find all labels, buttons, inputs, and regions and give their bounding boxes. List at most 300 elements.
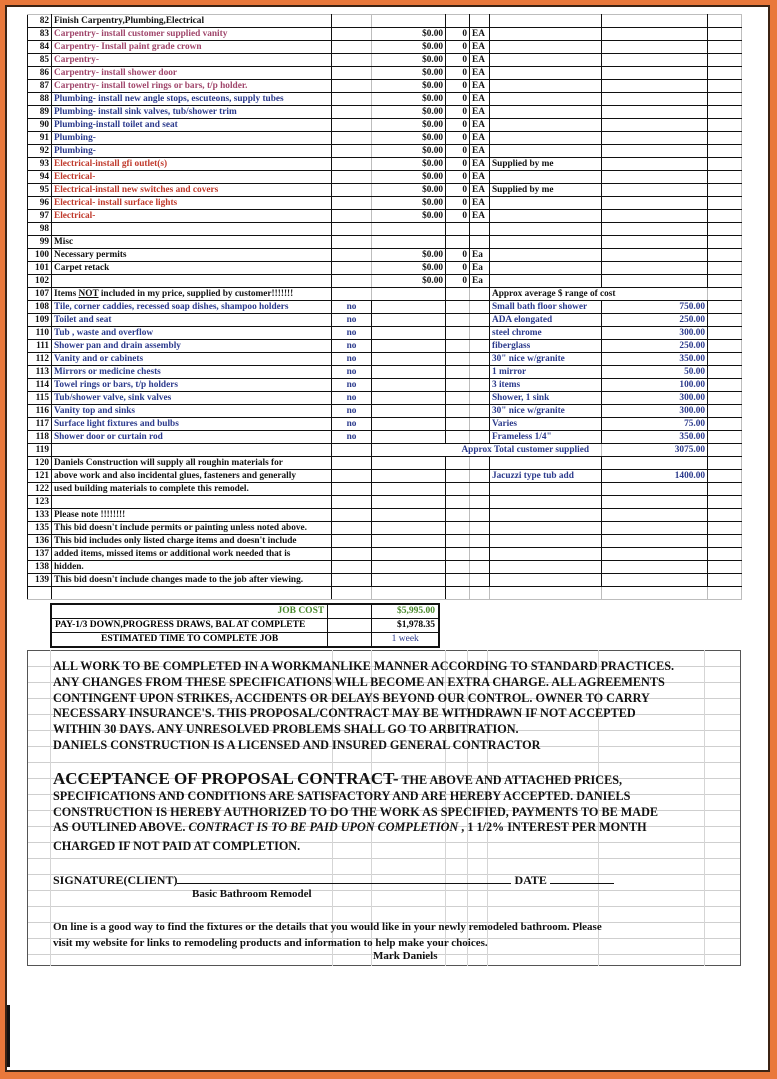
line-item-row	[28, 145, 742, 158]
not-included-row	[28, 353, 742, 366]
blank-cell	[332, 158, 372, 171]
blank-cell	[332, 28, 372, 41]
item-spec: Small bath floor shower	[490, 301, 602, 314]
note-text: This bid doesn't include permits or painting unless noted above.	[52, 522, 332, 535]
line-description: Necessary permits	[52, 249, 332, 262]
blank-cell	[602, 54, 708, 67]
item-cost: 100.00	[602, 379, 708, 392]
line-note	[490, 54, 602, 67]
signature-label: SIGNATURE(CLIENT)	[53, 873, 178, 887]
line-price: $0.00	[372, 249, 446, 262]
line-description	[52, 223, 332, 236]
note-row	[28, 561, 742, 574]
line-note	[490, 197, 602, 210]
line-number: 118	[28, 431, 52, 444]
line-item-row	[28, 67, 742, 80]
line-item-row	[28, 249, 742, 262]
line-qty: 0	[446, 197, 470, 210]
terms-line: NECESSARY INSURANCE'S. THIS PROPOSAL/CONTRACT MAY BE WITHDRAWN IF NOT ACCEPTED	[53, 706, 636, 721]
customer-item: Surface light fixtures and bulbs	[52, 418, 332, 431]
line-price: $0.00	[372, 67, 446, 80]
blank-cell	[602, 236, 708, 249]
not-included-row	[28, 340, 742, 353]
line-item-row	[28, 106, 742, 119]
not-included-row	[28, 301, 742, 314]
extra-option-label	[490, 561, 602, 574]
blank-cell	[708, 210, 742, 223]
included-flag: no	[332, 431, 372, 444]
line-qty: 0	[446, 93, 470, 106]
line-unit: EA	[470, 93, 490, 106]
line-qty: 0	[446, 145, 470, 158]
payment-label: PAY-1/3 DOWN,PROGRESS DRAWS, BAL AT COMPLETE	[51, 619, 328, 633]
line-unit: Ea	[470, 262, 490, 275]
line-number: 119	[28, 444, 52, 457]
blank-cell	[708, 119, 742, 132]
line-number: 136	[28, 535, 52, 548]
blank-cell	[332, 80, 372, 93]
blank-cell	[708, 132, 742, 145]
item-spec: fiberglass	[490, 340, 602, 353]
blank-cell	[602, 106, 708, 119]
not-included-row	[28, 366, 742, 379]
blank-cell	[602, 184, 708, 197]
line-qty: 0	[446, 249, 470, 262]
line-description: Plumbing- install new angle stops, escuteons, supply tubes	[52, 93, 332, 106]
included-flag: no	[332, 418, 372, 431]
blank-cell	[602, 249, 708, 262]
item-cost: 350.00	[602, 353, 708, 366]
signature-line[interactable]	[177, 873, 511, 884]
line-number: 99	[28, 236, 52, 249]
note-row	[28, 535, 742, 548]
line-unit: EA	[470, 171, 490, 184]
blank-cell	[708, 262, 742, 275]
item-spec: Varies	[490, 418, 602, 431]
line-number: 88	[28, 93, 52, 106]
line-price: $0.00	[372, 262, 446, 275]
blank-cell	[602, 223, 708, 236]
not-included-row	[28, 379, 742, 392]
line-price	[372, 236, 446, 249]
blank-cell	[332, 249, 372, 262]
line-description: Electrical-install new switches and covers	[52, 184, 332, 197]
line-number: 102	[28, 275, 52, 288]
blank-cell	[602, 158, 708, 171]
item-spec: 30" nice w/granite	[490, 405, 602, 418]
blank-cell	[708, 67, 742, 80]
item-cost: 250.00	[602, 340, 708, 353]
line-price: $0.00	[372, 119, 446, 132]
line-number: 94	[28, 171, 52, 184]
blank-cell	[708, 223, 742, 236]
line-price: $0.00	[372, 210, 446, 223]
extra-option-value	[602, 457, 708, 470]
line-number: 91	[28, 132, 52, 145]
line-description: Carpentry- install towel rings or bars, t/p holder.	[52, 80, 332, 93]
line-price: $0.00	[372, 93, 446, 106]
blank-cell	[708, 106, 742, 119]
extra-option-label	[490, 496, 602, 509]
customer-item: Shower door or curtain rod	[52, 431, 332, 444]
line-item-row	[28, 80, 742, 93]
payment-terms-italic: CONTRACT IS TO BE PAID UPON COMPLETION	[188, 820, 459, 835]
line-description: Plumbing-	[52, 132, 332, 145]
item-cost: 750.00	[602, 301, 708, 314]
line-qty: 0	[446, 132, 470, 145]
date-line[interactable]	[550, 873, 614, 884]
extra-option-label	[490, 535, 602, 548]
line-unit: EA	[470, 41, 490, 54]
extra-option-label	[490, 509, 602, 522]
included-flag: no	[332, 353, 372, 366]
line-number: 107	[28, 288, 52, 301]
grid-line	[28, 858, 740, 859]
included-flag: no	[332, 392, 372, 405]
line-price	[372, 223, 446, 236]
line-unit: EA	[470, 210, 490, 223]
blank-cell	[602, 171, 708, 184]
note-text: Please note !!!!!!!!	[52, 509, 332, 522]
not-included-row	[28, 392, 742, 405]
blank-cell	[332, 106, 372, 119]
included-flag: no	[332, 314, 372, 327]
blank-cell	[332, 132, 372, 145]
line-price: $0.00	[372, 41, 446, 54]
line-item-row	[28, 132, 742, 145]
not-included-row	[28, 418, 742, 431]
grid-line	[50, 650, 51, 966]
terms-line: DANIELS CONSTRUCTION IS A LICENSED AND INSURED GENERAL CONTRACTOR	[53, 737, 541, 752]
line-item-row	[28, 119, 742, 132]
acceptance-title: ACCEPTANCE OF PROPOSAL CONTRACT-	[53, 769, 399, 788]
line-number: 96	[28, 197, 52, 210]
blank-cell	[602, 119, 708, 132]
blank-cell	[332, 223, 372, 236]
line-description: Misc	[52, 236, 332, 249]
blank-cell	[602, 41, 708, 54]
included-flag: no	[332, 366, 372, 379]
line-qty	[446, 236, 470, 249]
estimate-table	[27, 14, 742, 600]
line-price: $0.00	[372, 184, 446, 197]
blank-cell	[332, 54, 372, 67]
line-number: 95	[28, 184, 52, 197]
line-number: 113	[28, 366, 52, 379]
terms-text	[53, 659, 674, 754]
line-item-row	[28, 15, 742, 28]
line-number: 123	[28, 496, 52, 509]
extra-option-label: Jacuzzi type tub add	[490, 470, 602, 483]
job-cost-value: $5,995.00	[372, 604, 439, 619]
line-unit: EA	[470, 67, 490, 80]
line-note	[490, 41, 602, 54]
blank-cell	[708, 54, 742, 67]
extra-option-label	[490, 522, 602, 535]
item-cost: 300.00	[602, 392, 708, 405]
customer-item: Vanity top and sinks	[52, 405, 332, 418]
item-cost: 300.00	[602, 327, 708, 340]
blank-cell	[332, 93, 372, 106]
extra-option-label	[490, 574, 602, 587]
line-description: Electrical-	[52, 171, 332, 184]
line-description: Finish Carpentry,Plumbing,Electrical	[52, 15, 332, 28]
item-cost: 300.00	[602, 405, 708, 418]
blank-cell	[332, 41, 372, 54]
line-price: $0.00	[372, 106, 446, 119]
line-number: 112	[28, 353, 52, 366]
line-price: $0.00	[372, 132, 446, 145]
note-row	[28, 496, 742, 509]
line-qty: 0	[446, 119, 470, 132]
blank-cell	[602, 80, 708, 93]
line-number: 87	[28, 80, 52, 93]
line-unit: EA	[470, 28, 490, 41]
line-number: 98	[28, 223, 52, 236]
line-number: 110	[28, 327, 52, 340]
line-price: $0.00	[372, 80, 446, 93]
extra-option-value	[602, 574, 708, 587]
line-description: Carpentry- install shower door	[52, 67, 332, 80]
extra-option-value	[602, 483, 708, 496]
acceptance-text: ACCEPTANCE OF PROPOSAL CONTRACT- THE ABOVE AND ATTACHED PRICES, SPECIFICATIONS AND CONDITIONS ARE SATISFACTORY AND ARE HEREBY ACCEPTED. DANIELS CONSTRUCTION IS HEREBY AUTHORIZED TO DO THE WORK AS SPECIFIED, PAYMENTS TO BE MADE AS OUTLINED ABOVE. CONTRACT IS TO BE PAID UPON COMPLETION , 1 1/2% INTEREST PER MONTH CHARGED IF NOT PAID AT COMPLETION.	[53, 769, 659, 854]
blank-cell	[602, 93, 708, 106]
line-number: 83	[28, 28, 52, 41]
line-description: Electrical-install gfi outlet(s)	[52, 158, 332, 171]
extra-option-label	[490, 548, 602, 561]
line-description	[52, 275, 332, 288]
line-number: 109	[28, 314, 52, 327]
line-unit: EA	[470, 132, 490, 145]
line-item-row	[28, 197, 742, 210]
line-qty: 0	[446, 67, 470, 80]
customer-total-row	[28, 444, 742, 457]
terms-line: ANY CHANGES FROM THESE SPECIFICATIONS WILL BECOME AN EXTRA CHARGE. ALL AGREEMENTS	[53, 674, 665, 689]
line-unit: Ea	[470, 249, 490, 262]
extra-option-label	[490, 457, 602, 470]
cost-range-heading: Approx average $ range of cost	[490, 288, 708, 301]
line-number: 138	[28, 561, 52, 574]
note-row	[28, 470, 742, 483]
line-unit: EA	[470, 106, 490, 119]
note-row	[28, 574, 742, 587]
line-qty: 0	[446, 28, 470, 41]
extra-option-value	[602, 522, 708, 535]
line-note	[490, 28, 602, 41]
included-flag: no	[332, 340, 372, 353]
extra-option-value: 1400.00	[602, 470, 708, 483]
line-item-row	[28, 275, 742, 288]
customer-item: Towel rings or bars, t/p holders	[52, 379, 332, 392]
line-note	[490, 106, 602, 119]
line-note	[490, 15, 602, 28]
line-description: Carpentry-	[52, 54, 332, 67]
line-description: Plumbing-	[52, 145, 332, 158]
blank-cell	[332, 197, 372, 210]
project-name: Basic Bathroom Remodel	[192, 888, 312, 900]
blank-cell	[602, 262, 708, 275]
blank-cell	[602, 145, 708, 158]
line-number: 117	[28, 418, 52, 431]
customer-item: Vanity and or cabinets	[52, 353, 332, 366]
line-item-row	[28, 236, 742, 249]
item-cost: 250.00	[602, 314, 708, 327]
customer-item: Shower pan and drain assembly	[52, 340, 332, 353]
time-value: 1 week	[372, 633, 439, 648]
note-text: added items, missed items or additional work needed that is	[52, 548, 332, 561]
note-row	[28, 457, 742, 470]
blank-cell	[332, 275, 372, 288]
grid-line	[28, 762, 740, 763]
line-qty: 0	[446, 262, 470, 275]
line-qty: 0	[446, 80, 470, 93]
terms-line: WITHIN 30 DAYS. ANY UNRESOLVED PROBLEMS SHALL GO TO ARBITRATION.	[53, 722, 519, 737]
line-item-row	[28, 184, 742, 197]
item-spec: Shower, 1 sink	[490, 392, 602, 405]
note-row	[28, 509, 742, 522]
blank-cell	[708, 197, 742, 210]
extra-option-label	[490, 483, 602, 496]
note-text: Daniels Construction will supply all roughin materials for	[52, 457, 332, 470]
line-qty: 0	[446, 158, 470, 171]
date-label: DATE	[514, 873, 547, 887]
line-note	[490, 80, 602, 93]
line-description: Plumbing- install sink valves, tub/shower trim	[52, 106, 332, 119]
item-cost: 50.00	[602, 366, 708, 379]
line-note	[490, 262, 602, 275]
item-cost: 75.00	[602, 418, 708, 431]
line-qty: 0	[446, 41, 470, 54]
note-text: above work and also incidental glues, fasteners and generally	[52, 470, 332, 483]
blank-cell	[332, 236, 372, 249]
grid-line	[28, 890, 740, 891]
note-row	[28, 483, 742, 496]
line-note	[490, 67, 602, 80]
line-number: 135	[28, 522, 52, 535]
line-price: $0.00	[372, 54, 446, 67]
line-number: 84	[28, 41, 52, 54]
not-included-row	[28, 431, 742, 444]
line-qty: 0	[446, 171, 470, 184]
grid-line	[704, 650, 705, 966]
extra-option-value	[602, 535, 708, 548]
line-unit: EA	[470, 145, 490, 158]
line-note	[490, 210, 602, 223]
note-text: This bid doesn't include changes made to the job after viewing.	[52, 574, 332, 587]
line-note: Supplied by me	[490, 158, 602, 171]
line-number: 111	[28, 340, 52, 353]
line-number: 97	[28, 210, 52, 223]
line-number: 108	[28, 301, 52, 314]
line-item-row	[28, 210, 742, 223]
summary-table	[50, 603, 440, 648]
line-note	[490, 223, 602, 236]
customer-item: Tile, corner caddies, recessed soap dishes, shampoo holders	[52, 301, 332, 314]
included-flag: no	[332, 405, 372, 418]
job-cost-label: JOB COST	[51, 604, 328, 619]
blank-row	[28, 587, 742, 600]
blank-cell	[332, 15, 372, 28]
line-unit: EA	[470, 184, 490, 197]
job-cost-row	[51, 604, 439, 619]
payment-value: $1,978.35	[372, 619, 439, 633]
line-price: $0.00	[372, 275, 446, 288]
line-description: Electrical-	[52, 210, 332, 223]
note-text: hidden.	[52, 561, 332, 574]
line-qty: 0	[446, 54, 470, 67]
blank-cell	[708, 236, 742, 249]
line-item-row	[28, 171, 742, 184]
blank-cell	[602, 132, 708, 145]
customer-total-value: 3075.00	[602, 444, 708, 457]
blank-cell	[708, 158, 742, 171]
blank-cell	[708, 80, 742, 93]
line-number: 100	[28, 249, 52, 262]
included-flag: no	[332, 327, 372, 340]
line-price: $0.00	[372, 145, 446, 158]
line-unit	[470, 236, 490, 249]
not-included-row	[28, 327, 742, 340]
item-spec: Frameless 1/4"	[490, 431, 602, 444]
line-number: 89	[28, 106, 52, 119]
author-name: Mark Daniels	[373, 950, 438, 962]
line-number: 120	[28, 457, 52, 470]
line-note	[490, 132, 602, 145]
not-included-header-row	[28, 288, 742, 301]
extra-option-value	[602, 509, 708, 522]
line-description: Carpentry- Install paint grade crown	[52, 41, 332, 54]
blank-cell	[708, 171, 742, 184]
blank-cell	[332, 171, 372, 184]
line-description: Carpentry- install customer supplied vanity	[52, 28, 332, 41]
line-item-row	[28, 93, 742, 106]
line-item-row	[28, 54, 742, 67]
line-number: 114	[28, 379, 52, 392]
included-flag: no	[332, 379, 372, 392]
customer-item: Tub/shower valve, sink valves	[52, 392, 332, 405]
line-unit: EA	[470, 119, 490, 132]
item-spec: 30" nice w/granite	[490, 353, 602, 366]
blank-cell	[332, 262, 372, 275]
line-note	[490, 249, 602, 262]
blank-cell	[332, 67, 372, 80]
line-item-row	[28, 28, 742, 41]
blank-cell	[708, 15, 742, 28]
line-price: $0.00	[372, 171, 446, 184]
line-number: 121	[28, 470, 52, 483]
blank-cell	[708, 145, 742, 158]
line-number: 90	[28, 119, 52, 132]
line-description: Plumbing-install toilet and seat	[52, 119, 332, 132]
line-unit: EA	[470, 80, 490, 93]
included-flag: no	[332, 301, 372, 314]
line-item-row	[28, 262, 742, 275]
grid-line	[28, 906, 740, 907]
line-note	[490, 171, 602, 184]
blank-cell	[602, 15, 708, 28]
not-included-heading: Items NOT included in my price, supplied by customer!!!!!!!	[52, 288, 332, 301]
time-row	[51, 633, 439, 648]
item-spec: 1 mirror	[490, 366, 602, 379]
line-note	[490, 275, 602, 288]
not-included-row	[28, 405, 742, 418]
note-text	[52, 496, 332, 509]
line-number: 115	[28, 392, 52, 405]
line-number: 85	[28, 54, 52, 67]
line-number: 101	[28, 262, 52, 275]
line-number: 116	[28, 405, 52, 418]
note-text: used building materials to complete this remodel.	[52, 483, 332, 496]
